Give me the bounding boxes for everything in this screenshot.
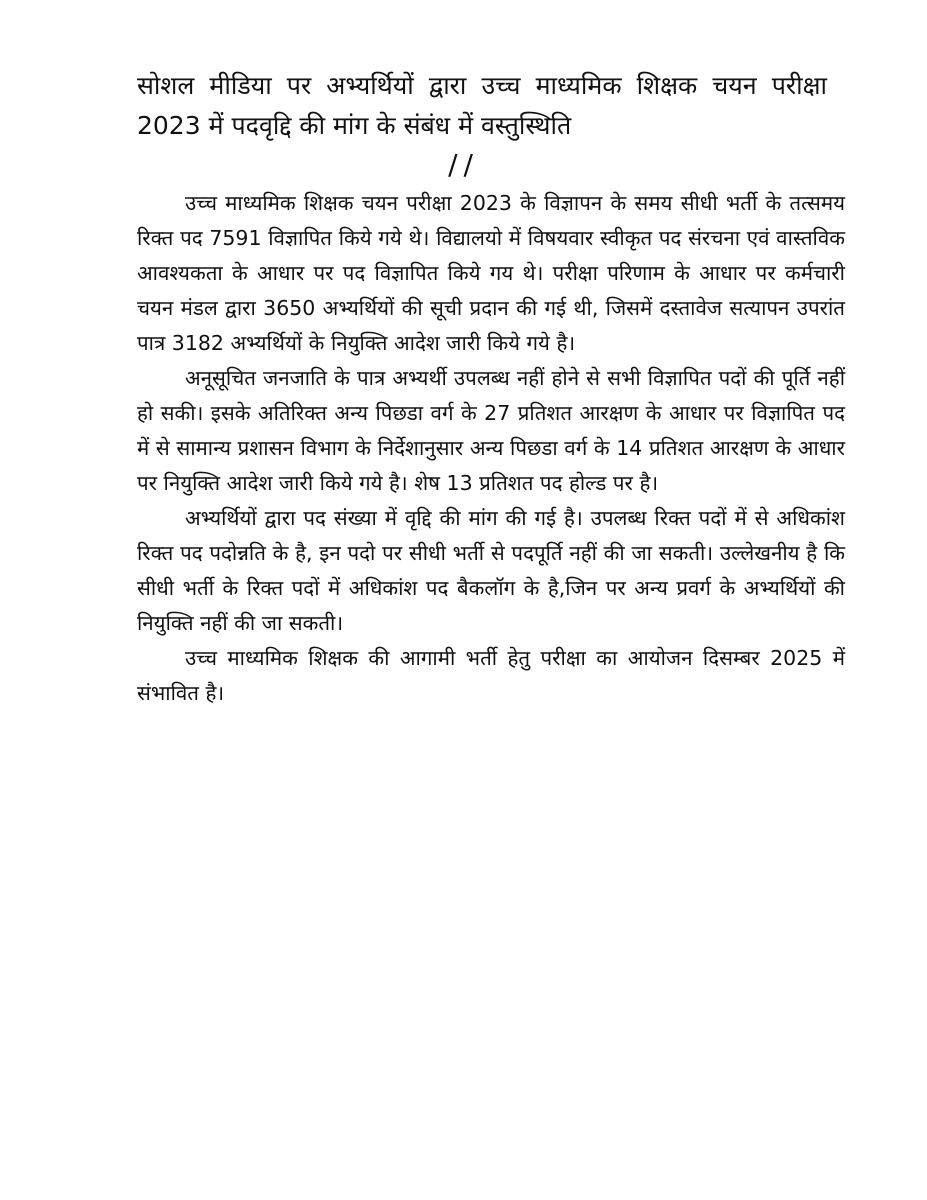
paragraph-demand: अभ्यर्थियों द्वारा पद संख्या में वृद्दि की मांग की गई है। उपलब्ध रिक्त पदों में से अधिकांश रिक्त पद पदोन्नति के है, इन पदो पर सीधी भर्ती से पदपूर्ति नहीं की जा सकती। उल्लेखनीय है कि सीधी भर्ती के रिक्त पदों में अधिकांश पद बैकलॉग के है,जिन पर अन्य प्रवर्ग के अभ्यर्थियों की नियुक्ति नहीं की जा सकती। — [137, 506, 845, 635]
document-title: सोशल मीडिया पर अभ्यर्थियों द्वारा उच्च माध्यमिक शिक्षक चयन परीक्षा 2023 में पदवृद्दि की मांग के संबंध में वस्तुस्थिति — [137, 71, 827, 140]
paragraph-next-exam: उच्च माध्यमिक शिक्षक की आगामी भर्ती हेतु परीक्षा का आयोजन दिसम्बर 2025 में संभावित है। — [137, 646, 845, 705]
paragraph-reservation: अनूसूचित जनजाति के पात्र अभ्यर्थी उपलब्ध नहीं होने से सभी विज्ञापित पदों की पूर्ति नहीं हो सकी। इसके अतिरिक्त अन्य पिछडा वर्ग के 27 प्रतिशत आरक्षण के आधार पर विज्ञापित पद में से सामान्य प्रशासन विभाग के निर्देशानुसार अन्य पिछडा वर्ग के 14 प्रतिशत आरक्षण के आधार पर नियुक्ति आदेश जारी किये गये है। शेष 13 प्रतिशत पद होल्ड पर है। — [137, 366, 845, 495]
document-body — [137, 186, 845, 711]
title-separator: // — [448, 148, 479, 181]
paragraph-vacancies: उच्च माध्यमिक शिक्षक चयन परीक्षा 2023 के विज्ञापन के समय सीधी भर्ती के तत्समय रिक्त पद 7591 विज्ञापित किये गये थे। विद्यालयो में विषयवार स्वीकृत पद संरचना एवं वास्तविक आवश्यकता के आधार पर पद विज्ञापित किये गय थे। परीक्षा परिणाम के आधार पर कर्मचारी चयन मंडल द्वारा 3650 अभ्यर्थियों की सूची प्रदान की गई थी, जिसमें दस्तावेज सत्यापन उपरांत पात्र 3182 अभ्यर्थियों के नियुक्ति आदेश जारी किये गये है। — [137, 191, 845, 355]
